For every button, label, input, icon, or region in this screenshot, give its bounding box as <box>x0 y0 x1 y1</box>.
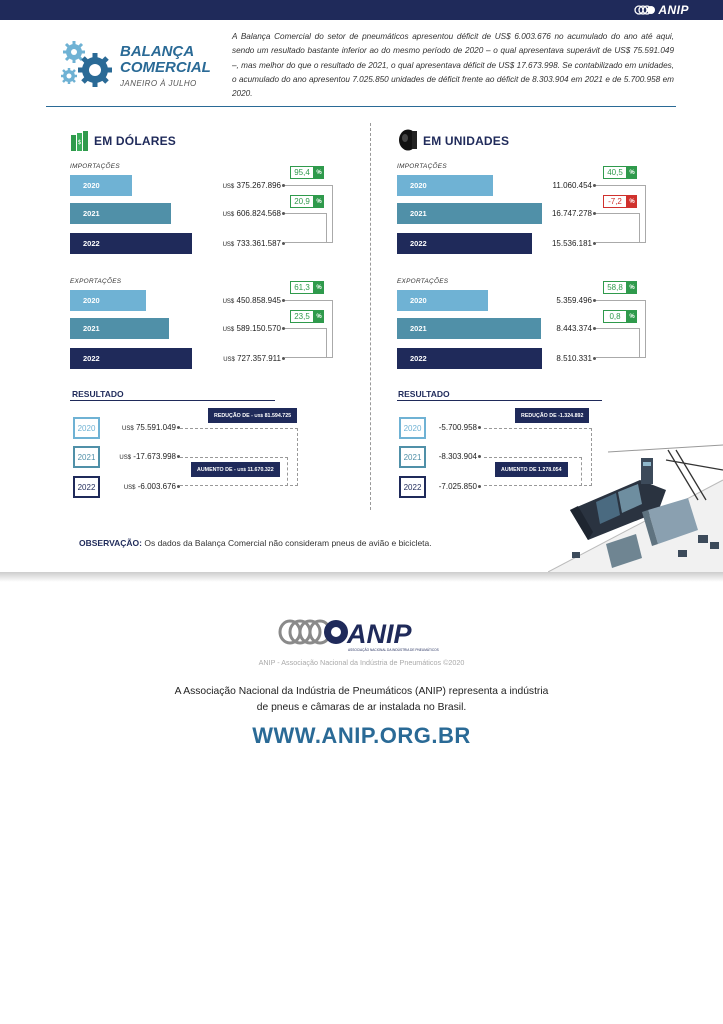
result-divider <box>70 400 275 401</box>
bar-2022: 2022 <box>397 348 542 369</box>
bar-2022: 2022 <box>397 233 532 254</box>
bar-2020: 2020 <box>70 290 146 311</box>
bar-2022: 2022 <box>70 348 192 369</box>
page-shadow <box>0 572 723 582</box>
value-label: US$ 727.357.911 <box>223 354 285 363</box>
result-value: -7.025.850 <box>439 482 481 491</box>
bracket <box>596 213 640 243</box>
increase-tag: AUMENTO DE - US$ 11.670.322 <box>191 462 280 477</box>
footer-description: A Associação Nacional da Indústria de Pneumáticos (ANIP) representa a indústria de pneus e câmaras de ar instalada no Brasil. <box>174 686 549 713</box>
tire-rings-logo-icon <box>634 5 656 15</box>
dollars-imports-label: IMPORTAÇÕES <box>70 163 120 170</box>
reduction-tag: REDUÇÃO DE - US$ 81.594.725 <box>208 408 297 423</box>
value-label: 11.060.454 <box>553 181 596 190</box>
dollar-bills-icon <box>71 131 89 151</box>
dollars-title: EM DÓLARES <box>94 134 177 148</box>
cargo-ship-port-illustration <box>548 440 723 572</box>
column-divider <box>370 123 371 510</box>
change-badge: -7,2 % <box>603 195 637 208</box>
year-box-2020: 2020 <box>73 417 100 439</box>
bar-2021: 2021 <box>70 318 169 339</box>
bracket <box>285 213 327 243</box>
increase-tag: AUMENTO DE 1.278.054 <box>495 462 568 477</box>
units-result-title: RESULTADO <box>398 389 450 399</box>
bracket <box>596 328 640 358</box>
result-divider <box>397 400 602 401</box>
year-box-2020: 2020 <box>399 417 426 439</box>
svg-text:$: $ <box>77 139 82 146</box>
top-logo <box>634 3 689 17</box>
bar-2020: 2020 <box>397 290 488 311</box>
header-subtitle: JANEIRO À JULHO <box>120 79 197 88</box>
dollars-exports-label: EXPORTAÇÕES <box>70 278 122 285</box>
result-value: -8.303.904 <box>439 452 481 461</box>
change-badge: 61,3 % <box>290 281 324 294</box>
value-label: US$ 606.824.568 <box>223 209 285 218</box>
tire-icon <box>398 129 418 151</box>
gears-icon <box>60 40 116 90</box>
units-imports-label: IMPORTAÇÕES <box>397 163 447 170</box>
change-badge: 0,8 % <box>603 310 637 323</box>
top-logo-text: ANIP <box>658 3 689 17</box>
header-title: BALANÇA COMERCIAL <box>120 43 211 76</box>
value-label: 5.359.496 <box>556 296 596 305</box>
bar-2021: 2021 <box>70 203 171 224</box>
svg-text:ANIP: ANIP <box>347 619 412 649</box>
intro-paragraph: A Balança Comercial do setor de pneumáticos apresentou déficit de US$ 6.003.676 no acumulado do ano até aqui, sendo um resultado bastante inferior ao do mesmo período de 2020 – o qual apresentava superávit de US$ 75.591.049 –, mas melhor do que o resultado de 2021, o qual apresentava déficit de US$ 17.673.998. Se contabilizado em unidades, o acumulado do ano apresentou 7.025.850 unidades de déficit frente ao déficit de 8.303.904 em 2021 e de 5.700.958 em 2020. <box>232 32 674 99</box>
result-value: US$ -17.673.998 <box>119 452 180 461</box>
change-badge: 95,4 % <box>290 166 324 179</box>
value-label: 8.443.374 <box>556 324 596 333</box>
change-badge: 40,5 % <box>603 166 637 179</box>
value-label: 8.510.331 <box>556 354 596 363</box>
bar-2020: 2020 <box>397 175 493 196</box>
change-badge: 20,9 % <box>290 195 324 208</box>
result-value: US$ -6.003.676 <box>124 482 180 491</box>
result-value: US$ 75.591.049 <box>122 423 180 432</box>
anip-footer-logo <box>278 617 446 655</box>
result-value: -5.700.958 <box>439 423 481 432</box>
dollars-result-title: RESULTADO <box>72 389 124 399</box>
units-exports-label: EXPORTAÇÕES <box>397 278 449 285</box>
units-title: EM UNIDADES <box>423 134 510 148</box>
value-label: 16.747.278 <box>552 209 596 218</box>
year-box-2021: 2021 <box>73 446 100 468</box>
value-label: 15.536.181 <box>552 239 596 248</box>
bracket <box>285 328 327 358</box>
reduction-tag: REDUÇÃO DE -1.324.892 <box>515 408 589 423</box>
observation: OBSERVAÇÃO: Os dados da Balança Comercial não consideram pneus de avião e bicicleta. <box>79 538 432 548</box>
change-badge: 58,8 % <box>603 281 637 294</box>
website-link[interactable]: WWW.ANIP.ORG.BR <box>252 723 471 748</box>
svg-text:ASSOCIAÇÃO NACIONAL DA INDÚSTR: ASSOCIAÇÃO NACIONAL DA INDÚSTRIA DE PNEUMÁTICOS <box>348 648 439 652</box>
bar-2021: 2021 <box>397 318 541 339</box>
top-bar <box>0 0 723 20</box>
value-label: US$ 450.858.945 <box>223 296 285 305</box>
header-divider <box>46 106 676 107</box>
year-box-2022: 2022 <box>73 476 100 498</box>
change-badge: 23,5 % <box>290 310 324 323</box>
bar-2020: 2020 <box>70 175 132 196</box>
value-label: US$ 589.150.570 <box>223 324 285 333</box>
value-label: US$ 733.361.587 <box>223 239 285 248</box>
bar-2021: 2021 <box>397 203 542 224</box>
value-label: US$ 375.267.896 <box>223 181 285 190</box>
bar-2022: 2022 <box>70 233 192 254</box>
year-box-2021: 2021 <box>399 446 426 468</box>
year-box-2022: 2022 <box>399 476 426 498</box>
footer-copyright: ANIP - Associação Nacional da Indústria de Pneumáticos ©2020 <box>258 658 465 667</box>
